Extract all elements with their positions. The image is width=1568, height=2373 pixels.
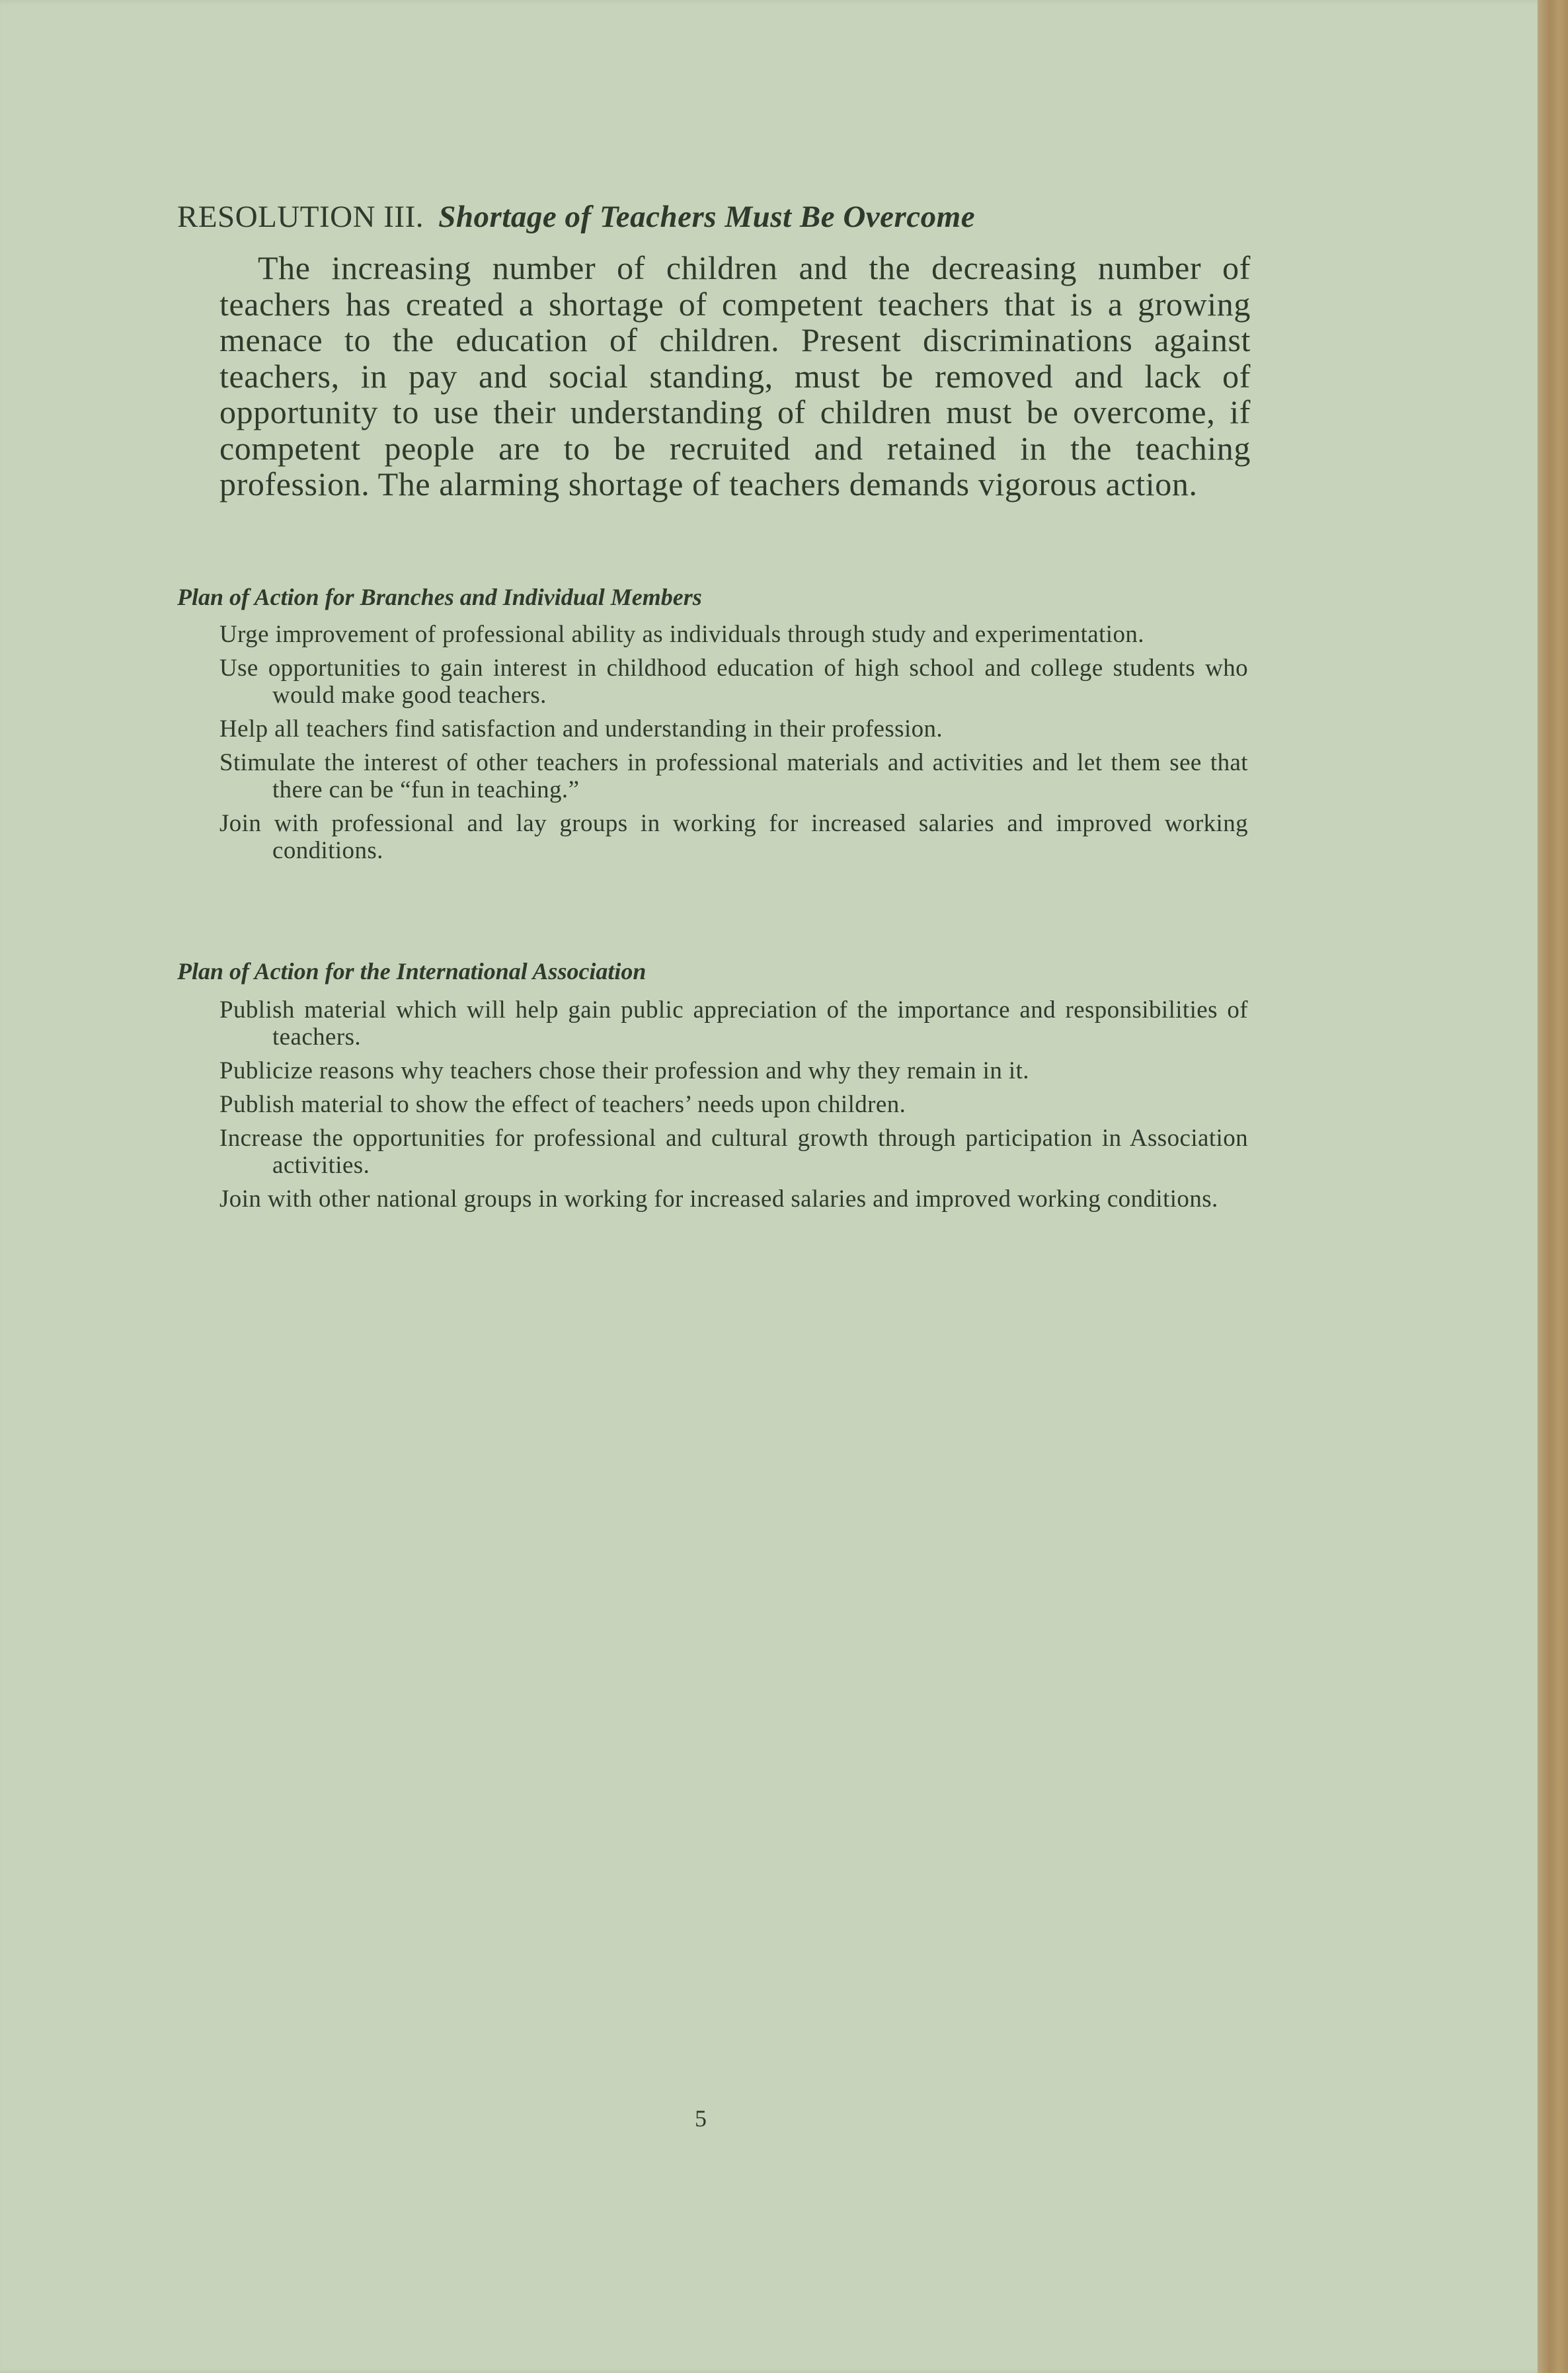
resolution-subtitle: Shortage of Teachers Must Be Overcome: [438, 200, 976, 234]
association-plan-title: Plan of Action for the International Association: [177, 958, 647, 985]
list-item: Increase the opportunities for professional and cultural growth through participation in Association activities.: [219, 1125, 1248, 1179]
list-item: Publish material which will help gain public appreciation of the importance and responsibilities of teachers.: [219, 996, 1248, 1051]
association-plan-list: [219, 996, 1248, 1219]
resolution-label: RESOLUTION III.: [177, 200, 424, 234]
resolution-intro: The increasing number of children and the decreasing number of teachers has created a shortage of competent teachers that is a growing menace to the education of children. Present discriminations against teachers, in pay and social standing, must be removed and lack of opportunity to use their understanding of children must be overcome, if competent people are to be recruited and retained in the teaching profession. The alarming shortage of teachers demands vigorous action.: [219, 249, 1251, 503]
resolution-heading: [177, 197, 1248, 237]
list-item: Publish material to show the effect of teachers’ needs upon children.: [219, 1091, 906, 1118]
branches-plan-list: [219, 621, 1248, 871]
page-number: 5: [695, 2105, 707, 2132]
list-item: Join with professional and lay groups in working for increased salaries and improved working conditions.: [219, 810, 1248, 864]
branches-plan-title: Plan of Action for Branches and Individual Members: [177, 584, 702, 610]
list-item: Publicize reasons why teachers chose their profession and why they remain in it.: [219, 1057, 1029, 1084]
list-item: Use opportunities to gain interest in childhood education of high school and college students who would make good teachers.: [219, 655, 1248, 709]
list-item: Stimulate the interest of other teachers in professional materials and activities and let them see that there can be “fun in teaching.”: [219, 749, 1248, 803]
list-item: Urge improvement of professional ability as individuals through study and experimentation.: [219, 621, 1144, 648]
list-item: Join with other national groups in working for increased salaries and improved working conditions.: [219, 1186, 1218, 1213]
list-item: Help all teachers find satisfaction and understanding in their profession.: [219, 715, 943, 743]
